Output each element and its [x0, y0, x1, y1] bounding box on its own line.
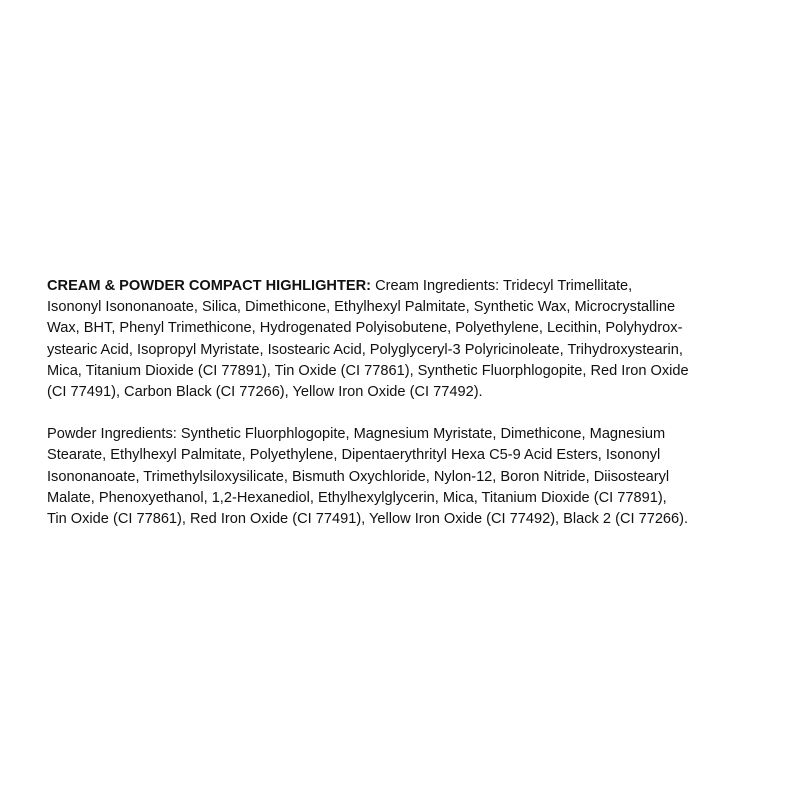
text-line — [47, 276, 759, 297]
text-line: Tin Oxide (CI 77861), Red Iron Oxide (CI 77491), Yellow Iron Oxide (CI 77492), Black 2 (CI 77266). — [47, 511, 689, 528]
text-line: Malate, Phenoxyethanol, 1,2-Hexanediol, Ethylhexylglycerin, Mica, Titanium Dioxide (CI 77891), — [47, 489, 667, 506]
product-heading: CREAM & POWDER COMPACT HIGHLIGHTER: — [47, 278, 372, 294]
text-line: Isononanoate, Trimethylsiloxysilicate, Bismuth Oxychloride, Nylon-12, Boron Nitride, Diisostearyl — [47, 468, 670, 485]
text-line: Wax, BHT, Phenyl Trimethicone, Hydrogenated Polyisobutene, Polyethylene, Lecithin, Polyhydrox- — [47, 320, 683, 337]
text-line: ystearic Acid, Isopropyl Myristate, Isostearic Acid, Polyglyceryl-3 Polyricinoleate, Trihydroxystearin, — [47, 341, 683, 358]
text-line: Powder Ingredients: Synthetic Fluorphlogopite, Magnesium Myristate, Dimethicone, Magnesium — [47, 426, 666, 443]
text-line: Mica, Titanium Dioxide (CI 77891), Tin Oxide (CI 77861), Synthetic Fluorphlogopite, Red Iron Oxide — [47, 362, 689, 379]
ingredients-panel — [47, 276, 759, 530]
text-line: Stearate, Ethylhexyl Palmitate, Polyethylene, Dipentaerythrityl Hexa C5-9 Acid Esters, Isononyl — [47, 447, 661, 464]
cream-ingredients-label: Cream Ingredients: Tridecyl Trimellitate, — [371, 278, 633, 294]
text-line: (CI 77491), Carbon Black (CI 77266), Yellow Iron Oxide (CI 77492). — [47, 384, 483, 401]
powder-ingredients-paragraph — [47, 424, 759, 530]
cream-ingredients-paragraph — [47, 276, 759, 403]
text-line: Isononyl Isononanoate, Silica, Dimethicone, Ethylhexyl Palmitate, Synthetic Wax, Microcrystalline — [47, 299, 676, 316]
